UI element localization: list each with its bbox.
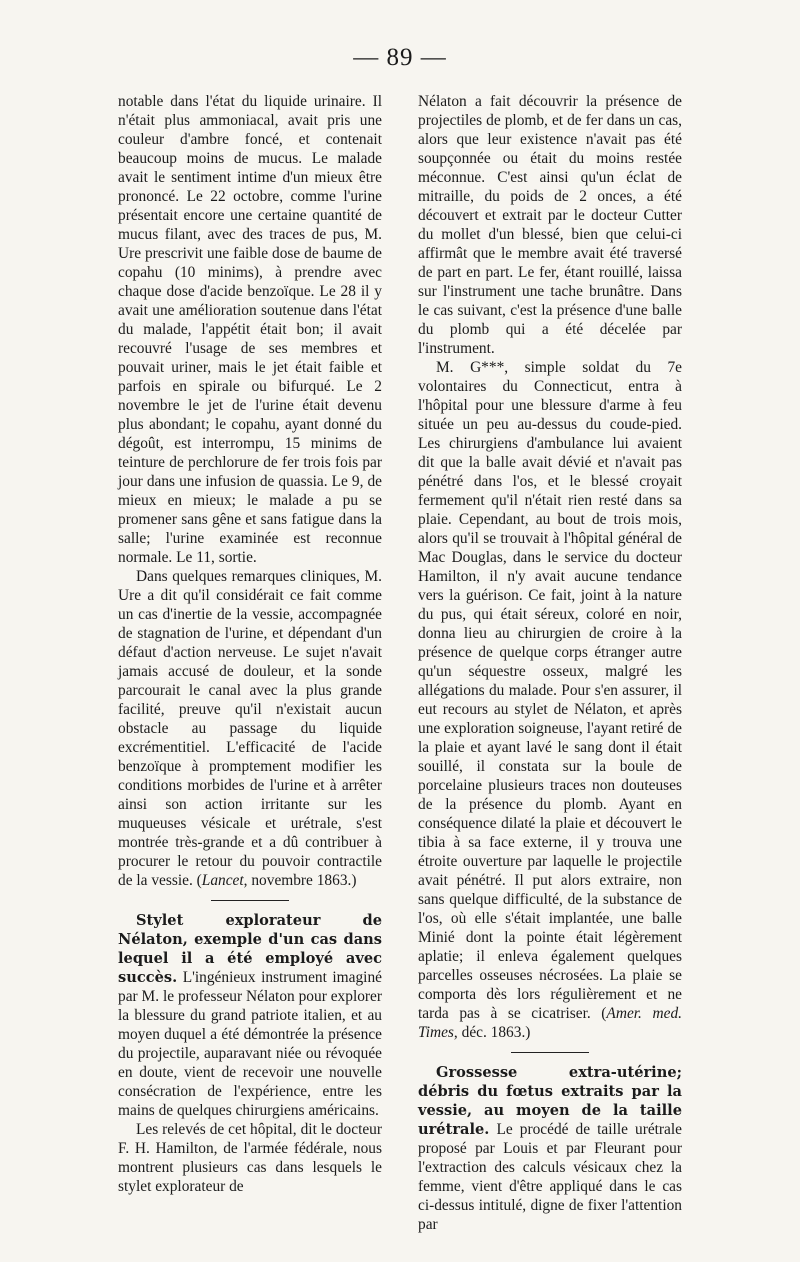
paragraph-clinical-remarks [118,567,382,890]
paragraph-text: M. G***, simple soldat du 7e volontaires du Connecticut, entra à l'hôpital pour une blessure d'arme à feu située un peu au-dessus du coude-pied. Les chirurgiens d'ambulance lui avaient dit que la balle avait dévié et n'avait pas pénétré dans l'os, et le blessé croyait fermement qu'il n'était rien resté dans sa plaie. Cependant, au bout de trois mois, alors qu'il se trouvait à l'hôpital général de Mac Douglas, dans le service du docteur Hamilton, il n'y avait aucune tendance vers la guérison. Ce fait, joint à la nature du pus, qui était séreux, coloré en noir, donna lieu au chirurgien de croire à la présence de quelque corps étranger autre qu'un séquestre osseux, malgré les allégations du malade. Pour s'en assurer, il eut recours au stylet de Nélaton, et après une exploration soigneuse, l'ayant retiré de la plaie et ayant lavé le sang dont il était souillé, il constata sur la boule de porcelaine plusieurs traces non douteuses de la présence du plomb. Ayant en conséquence dilaté la plaie et découvert le tibia à sa face externe, il y trouva une étroite ouverture par laquelle le projectile avait pénétré. Il put alors extraire, non sans quelque difficulté, de la substance de l'os, où elle s'était implantée, une balle Minié dont la pointe était légèrement aplatie; il enleva également quelques parcelles osseuses nécrosées. La plaie se comporta dès lors régulièrement et ne tarda pas à se cicatriser. ( [418,359,682,1022]
source-citation: Lancet [201,872,244,889]
right-column [418,92,682,1242]
paragraph-text: Dans quelques remarques cliniques, M. Ure a dit qu'il considérait ce fait comme un cas d'inertie de la vessie, accompagnée de stagnation de l'urine, et dépendant d'un défaut d'action nerveuse. Le sujet n'avait jamais accusé de douleur, et la sonde parcourait le canal avec la plus grande facilité, preuve qu'il n'existait aucun obstacle au passage du liquide excrémentitiel. L'efficacité de l'acide benzoïque à promptement modifier les conditions morbides de l'urine et à arrêter ainsi son action irritante sur les muqueuses vésicale et urétrale, s'est montrée très-grande et a dû contribuer à procurer le retour du pouvoir contractile de la vessie. ( [118,568,382,889]
paragraph-continuation: notable dans l'état du liquide urinaire. Il n'était plus ammoniacal, avait pris une couleur d'ambre foncé, et contenait beaucoup moins de mucus. Le malade avait le sentiment intime d'un mieux être prononcé. Le 22 octobre, comme l'urine présentait encore une certaine quantité de mucus filant, avec des traces de pus, M. Ure prescrivit une faible dose de baume de copahu (10 minims), à prendre avec chaque dose d'acide benzoïque. Le 28 il y avait une amélioration soutenue dans l'état du malade, l'appétit était bon; il avait recouvré l'usage de ses membres et pouvait uriner, mais le jet était faible et parfois en spirale ou bifurqué. Le 2 novembre le jet de l'urine était devenu plus abondant; le copahu, ayant donné du dégoût, est interrompu, 15 minims de teinture de perchlorure de fer trois fois par jour dans une infusion de quassia. Le 9, de mieux en mieux; le malade a pu se promener sans gêne et sans fatigue dans la salle; l'urine examinée est reconnue normale. Le 11, sortie. [118,93,382,566]
section-nelaton [118,911,382,1120]
section-text: L'ingénieux instrument imaginé par M. le professeur Nélaton pour explorer la blessure du grand patriote italien, et au moyen duquel a été démontrée la présence du projectile, auparavant niée ou révoquée en doute, vient de recevoir une nouvelle consécration de l'expérience, entre les mains de quelques chirurgiens américains. [118,969,382,1119]
section-title: Grossesse extra-utérine; débris du fœtus extraits par la vessie, au moyen de la taille urétrale. [418,1064,682,1138]
source-citation: Amer. med. Times [418,1005,682,1041]
paragraph-case-report [418,358,682,1042]
page-number: — 89 — [353,44,447,71]
citation-tail: , novembre 1863.) [243,872,357,889]
section-divider [211,900,289,901]
text-columns [118,92,682,1242]
citation-tail: , déc. 1863.) [453,1024,531,1041]
left-column [118,92,382,1242]
section-grossesse [418,1063,682,1234]
paragraph-hamilton: Les relevés de cet hôpital, dit le docteur F. H. Hamilton, de l'armée fédérale, nous montrent plusieurs cas dans lesquels le stylet explorateur de [118,1121,382,1195]
section-title: Stylet explorateur de Nélaton, exemple d'un cas dans lequel il a été employé avec succès. [118,912,382,986]
section-text: Le procédé de taille urétrale proposé par Louis et par Fleurant pour l'extraction des calculs vésicaux chez la femme, vient d'être appliqué dans le cas ci-dessus intitulé, digne de fixer l'attention par [418,1121,682,1233]
paragraph-continuation: Nélaton a fait découvrir la présence de projectiles de plomb, et de fer dans un cas, alors que leur existence n'avait pas été soupçonnée ou était du moins restée méconnue. C'est ainsi qu'un éclat de mitraille, du poids de 2 onces, a été découvert et extrait par le docteur Cutter du mollet d'un blessé, bien que celui-ci affirmât que le membre avait été traversé de part en part. Le fer, étant rouillé, laissa sur l'instrument une tache brunâtre. Dans le cas suivant, c'est la présence d'une balle du plomb qui a été décelée par l'instrument. [418,93,682,357]
section-divider [511,1052,589,1053]
